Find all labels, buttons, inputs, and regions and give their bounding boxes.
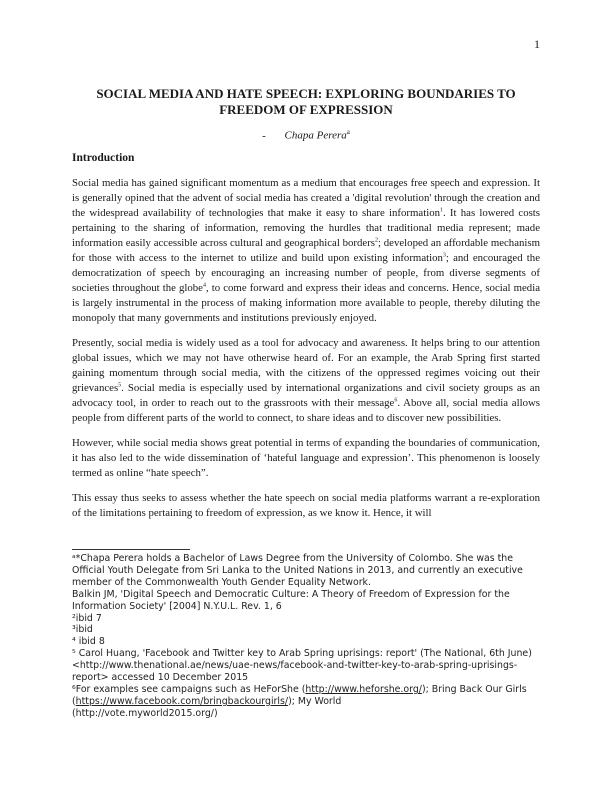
page-number: 1 bbox=[534, 37, 540, 51]
p1-text: . It has lowered costs pertaining to the sharing of information, removing the hurdles that traditional media represent; made information easily accessible across cultural and geographical borders bbox=[72, 207, 540, 249]
author-footnote-marker: a bbox=[346, 128, 350, 136]
footnote-6-continued: (http://vote.myworld2015.org/) bbox=[72, 707, 218, 719]
footnote-separator bbox=[72, 549, 190, 550]
body-text bbox=[72, 176, 540, 531]
heforshe-link[interactable]: http://www.heforshe.org/ bbox=[305, 683, 422, 695]
p1-text: Social media has gained significant momentum as a medium that encourages free speech and expression. It is generally opined that the advent of social media has created a 'digital revolution' through the creation and the widespread availability of technologies that make it easy to share information bbox=[72, 177, 540, 219]
footnotes bbox=[72, 553, 542, 720]
footnote-ref: 5 bbox=[118, 382, 122, 389]
footnote-6-suffix: ); My World bbox=[288, 695, 342, 707]
paragraph-3: However, while social media shows great potential in terms of expanding the boundaries of communication, it has also led to the wide dissemination of ‘hateful language and expression’. This phenomenon is loosely termed as online “hate speech”. bbox=[72, 437, 540, 479]
p1-text: ; and encouraged the democratization of speech by encouraging an increasing number of people, from diverse segments of societies throughout the globe bbox=[72, 252, 540, 294]
paragraph-4: This essay thus seeks to assess whether the hate speech on social media platforms warrant a re-exploration of the limitations pertaining to freedom of expression, as we know it. Hence, it will bbox=[72, 492, 540, 519]
footnote-ref: 1 bbox=[440, 207, 443, 214]
p2-text: . Above all, social media allows people from different parts of the world to connect, to share ideas and to discover new possibilities. bbox=[72, 397, 540, 424]
footnote-4: ⁴ ibid 8 bbox=[72, 636, 105, 648]
footnote-author: ᵃ*Chapa Perera holds a Bachelor of Laws Degree from the University of Colombo. She was the Official Youth Delegate from Sri Lanka to the United Nations in 2013, and currently an executive member of the Commonwealth Youth Gender Equality Network. bbox=[72, 553, 523, 588]
paragraph-1 bbox=[72, 176, 540, 326]
footnote-1: Balkin JM, 'Digital Speech and Democratic Culture: A Theory of Freedom of Expression for the Information Society' [2004] N.Y.U.L. Rev. 1, 6 bbox=[72, 588, 510, 612]
paragraph-2 bbox=[72, 336, 540, 426]
footnote-6 bbox=[72, 684, 542, 708]
p2-text: . Social media is especially used by international organizations and civil society groups as an advocacy tool, in order to reach out to the grassroots with their message bbox=[72, 382, 540, 409]
footnote-6-prefix: ⁶For examples see campaigns such as HeForShe ( bbox=[72, 683, 306, 695]
footnote-ref: 4 bbox=[202, 282, 206, 289]
bringbackourgirls-link[interactable]: https://www.facebook.com/bringbackourgirls/ bbox=[75, 695, 289, 707]
section-heading-introduction: Introduction bbox=[72, 152, 135, 164]
footnote-3: ³ibid bbox=[72, 624, 93, 636]
author-name: Chapa Perera bbox=[284, 129, 347, 142]
byline bbox=[72, 128, 540, 142]
p2-text: Presently, social media is widely used as a tool for advocacy and awareness. It helps bring to our attention global issues, which we may not have otherwise heard of. For an example, the Arab Spring first started gaining momentum through social media, with the citizens of the oppressed regimes voicing out their grievances bbox=[72, 337, 540, 394]
footnote-ref: 3 bbox=[442, 252, 446, 259]
paper-title: SOCIAL MEDIA AND HATE SPEECH: EXPLORING BOUNDARIES TO FREEDOM OF EXPRESSION bbox=[96, 86, 516, 117]
byline-dash: - bbox=[262, 129, 266, 142]
p1-text: , to come forward and express their ideas and concerns. Hence, social media is largely instrumental in the process of making information more available to people, thereby diluting the monopoly that many governments and institutions previously enjoyed. bbox=[72, 282, 540, 324]
footnote-5: ⁵ Carol Huang, 'Facebook and Twitter key to Arab Spring uprisings: report' (The National, 6th June) <http://www.thenational.ae/news/uae-news/facebook-and-twitter-key-to-arab-spring-uprisings-report> accessed 10 December 2015 bbox=[72, 648, 532, 684]
footnote-6-mid: ); Bring Back Our Girls ( bbox=[72, 683, 527, 707]
footnote-ref: 2 bbox=[375, 237, 379, 244]
footnote-2: ²ibid 7 bbox=[72, 612, 102, 624]
p1-text: ; developed an affordable mechanism for those with access to the internet to utilize and build upon existing information bbox=[72, 237, 540, 264]
footnote-ref: 6 bbox=[394, 397, 398, 404]
